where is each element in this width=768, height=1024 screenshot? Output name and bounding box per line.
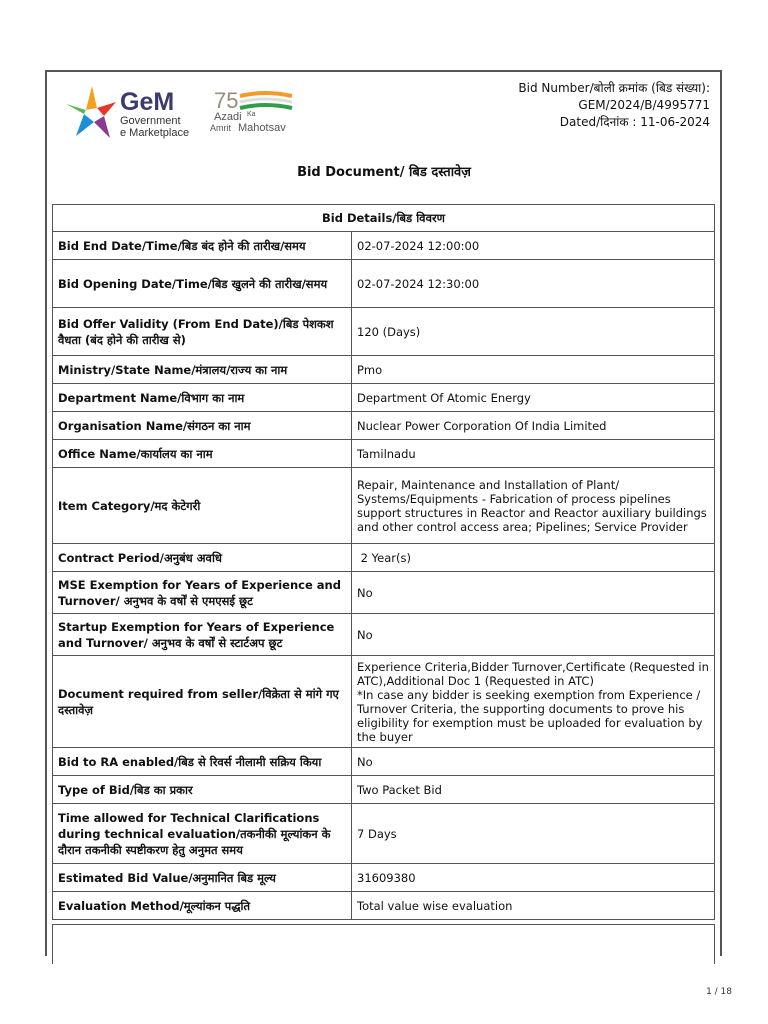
row-label: Contract Period/अनुबंध अवधि bbox=[53, 544, 352, 572]
row-label: Item Category/मद केटेगरी bbox=[53, 468, 352, 544]
table-row bbox=[53, 776, 715, 804]
row-value: 02-07-2024 12:30:00 bbox=[352, 260, 715, 308]
row-value: Two Packet Bid bbox=[352, 776, 715, 804]
table-row bbox=[53, 864, 715, 892]
gem-line1: Government bbox=[120, 115, 181, 127]
table-row bbox=[53, 892, 715, 920]
row-label: Ministry/State Name/मंत्रालय/राज्य का नाम bbox=[53, 356, 352, 384]
flag-stripes-icon bbox=[240, 93, 292, 108]
table-row bbox=[53, 412, 715, 440]
row-label: Bid Opening Date/Time/बिड खुलने की तारीख/समय bbox=[53, 260, 352, 308]
row-label: Startup Exemption for Years of Experience and Turnover/ अनुभव के वर्षों से स्टार्टअप छूट bbox=[53, 614, 352, 656]
table-header-row bbox=[53, 205, 715, 232]
row-label: Bid to RA enabled/बिड से रिवर्स नीलामी सक्रिय किया bbox=[53, 748, 352, 776]
row-label: Evaluation Method/मूल्यांकन पद्धति bbox=[53, 892, 352, 920]
table-header: Bid Details/बिड विवरण bbox=[53, 205, 715, 232]
row-label: Organisation Name/संगठन का नाम bbox=[53, 412, 352, 440]
table-row bbox=[53, 308, 715, 356]
row-value: Repair, Maintenance and Installation of Plant/ Systems/Equipments - Fabrication of process pipelines support structures in Reactor and Reactor auxiliary buildings and other control access area; Pipelines; Service Provider bbox=[352, 468, 715, 544]
row-label: Bid Offer Validity (From End Date)/बिड पेशकश वैधता (बंद होने की तारीख से) bbox=[53, 308, 352, 356]
table-row bbox=[53, 614, 715, 656]
row-value: Tamilnadu bbox=[352, 440, 715, 468]
row-value: Nuclear Power Corporation Of India Limited bbox=[352, 412, 715, 440]
table-row bbox=[53, 544, 715, 572]
row-label: Time allowed for Technical Clarifications during technical evaluation/तकनीकी मूल्यांकन के दौरान तकनीकी स्पष्टीकरण हेतु अनुमत समय bbox=[53, 804, 352, 864]
row-value: 120 (Days) bbox=[352, 308, 715, 356]
row-value: Department Of Atomic Energy bbox=[352, 384, 715, 412]
page-number: 1 / 18 bbox=[706, 987, 732, 997]
table-row bbox=[53, 748, 715, 776]
table-row bbox=[53, 572, 715, 614]
row-value: 02-07-2024 12:00:00 bbox=[352, 232, 715, 260]
table-row bbox=[53, 468, 715, 544]
gem-logo bbox=[64, 84, 198, 142]
empty-section bbox=[52, 924, 715, 964]
table-row bbox=[53, 656, 715, 748]
row-label: Office Name/कार्यालय का नाम bbox=[53, 440, 352, 468]
gem-line2: e Marketplace bbox=[120, 127, 190, 139]
table-row bbox=[53, 804, 715, 864]
table-row bbox=[53, 384, 715, 412]
row-label: Estimated Bid Value/अनुमानित बिड मूल्य bbox=[53, 864, 352, 892]
row-label: Bid End Date/Time/बिड बंद होने की तारीख/समय bbox=[53, 232, 352, 260]
table-row bbox=[53, 356, 715, 384]
table-row bbox=[53, 440, 715, 468]
gem-name: GeM bbox=[120, 88, 175, 116]
bid-details-table bbox=[52, 204, 715, 920]
row-value: 2 Year(s) bbox=[352, 544, 715, 572]
bid-number-label: Bid Number/बोली क्रमांक (बिड संख्या): bbox=[518, 81, 710, 95]
row-value: 7 Days bbox=[352, 804, 715, 864]
azadi-logo bbox=[210, 88, 300, 134]
row-value: Experience Criteria,Bidder Turnover,Certificate (Requested in ATC),Additional Doc 1 (Requested in ATC) *In case any bidder is seeking exemption from Experience / Turnover Criteria, the supporting documents to prove his eligibility for exemption must be uploaded for evaluation by the buyer bbox=[352, 656, 715, 748]
azadi-line1: Azadi bbox=[214, 111, 242, 123]
table-body bbox=[53, 232, 715, 920]
bid-dated: Dated/दिनांक : 11-06-2024 bbox=[559, 115, 710, 129]
row-label: Type of Bid/बिड का प्रकार bbox=[53, 776, 352, 804]
azadi-line2: Amrit bbox=[210, 123, 231, 133]
table-row bbox=[53, 260, 715, 308]
row-value: 31609380 bbox=[352, 864, 715, 892]
row-value: No bbox=[352, 614, 715, 656]
row-value: Total value wise evaluation bbox=[352, 892, 715, 920]
azadi-num: 75 bbox=[214, 88, 239, 113]
table-row bbox=[53, 232, 715, 260]
bid-meta bbox=[380, 80, 710, 131]
azadi-ka: Ka bbox=[247, 111, 256, 118]
row-value: No bbox=[352, 572, 715, 614]
row-value: Pmo bbox=[352, 356, 715, 384]
row-label: Department Name/विभाग का नाम bbox=[53, 384, 352, 412]
gem-star-icon bbox=[66, 86, 116, 138]
row-value: No bbox=[352, 748, 715, 776]
row-label: Document required from seller/विक्रेता से मांगे गए दस्तावेज़ bbox=[53, 656, 352, 748]
row-label: MSE Exemption for Years of Experience and Turnover/ अनुभव के वर्षों से एमएसई छूट bbox=[53, 572, 352, 614]
document-title: Bid Document/ बिड दस्तावेज़ bbox=[297, 165, 471, 180]
bid-number: GEM/2024/B/4995771 bbox=[578, 98, 710, 112]
azadi-line3: Mahotsav bbox=[238, 122, 286, 134]
